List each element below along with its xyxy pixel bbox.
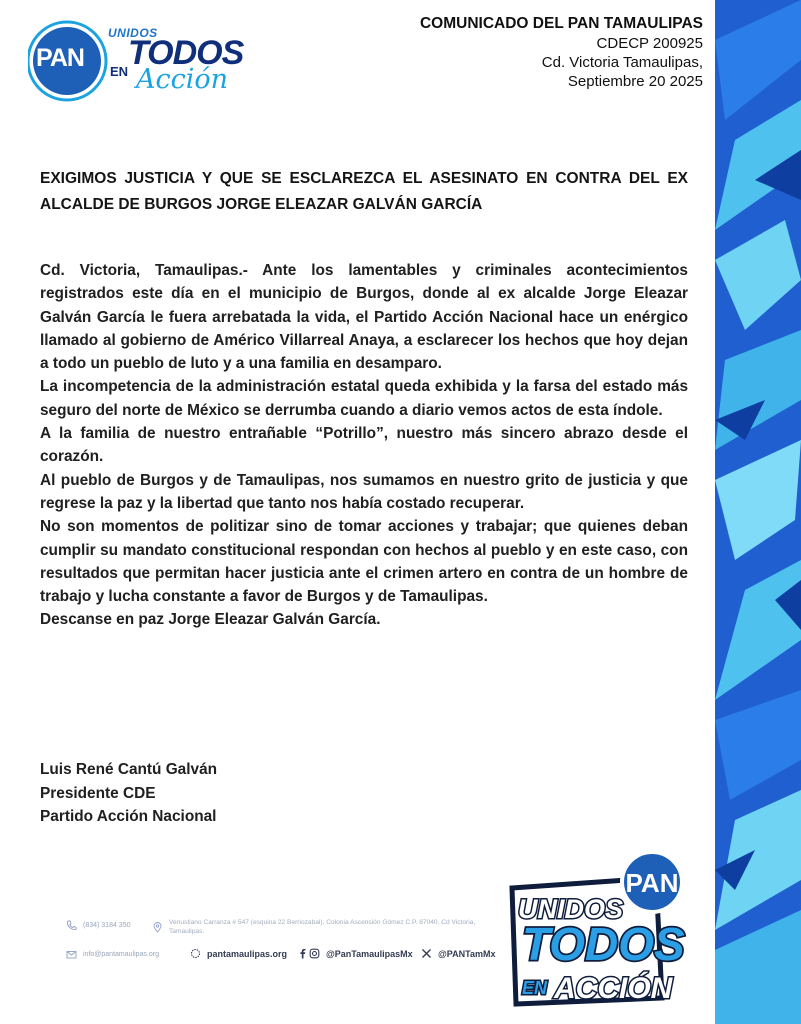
communique-title: COMUNICADO DEL PAN TAMAULIPAS <box>419 15 703 32</box>
logo-pan-text: PAN <box>36 44 84 72</box>
instagram-icon <box>309 948 320 959</box>
paragraph: No son momentos de politizar sino de tomar acciones y trabajar; que quienes deban cumplir su mandato constitucional respondan con hechos al pueblo y en este caso, con resultados que permitan hacer justicia ante el crimen artero en contra de un hombre de trabajo y lucha constante a favor de Burgos y de Tamaulipas. <box>40 518 688 606</box>
paragraph: Al pueblo de Burgos y de Tamaulipas, nos sumamos en nuestro grito de justicia y que regrese la paz y la libertad que tanto nos había costado recuperar. <box>40 471 688 512</box>
decorative-side-stripe <box>715 0 801 1024</box>
paragraph: La incompetencia de la administración estatal queda exhibida y la farsa del estado más seguro del norte de México se derrumba cuando a diario vemos actos de esta índole. <box>40 378 688 419</box>
footer-x[interactable]: @PANTamMx <box>421 948 495 959</box>
badge-todos-text: TODOS <box>522 918 685 970</box>
footer-email[interactable]: info@pantamaulipas.org <box>66 949 159 960</box>
phone-icon <box>66 920 77 931</box>
mail-icon <box>66 949 77 960</box>
footer-phone: (834) 3184 350 <box>66 920 130 931</box>
document-header <box>420 14 703 91</box>
footer-address: Venustiano Carranza # 547 (esquina 22 Berriozabal). Colonia Ascensión Gómez C.P. 87040. Cd Victoria, Tamaulipas. <box>152 918 499 936</box>
location-pin-icon <box>152 922 163 933</box>
logo-accion-text: Acción <box>136 64 229 95</box>
badge-en-text: EN <box>522 978 548 998</box>
communique-date: Septiembre 20 2025 <box>567 73 703 90</box>
communique-place: Cd. Victoria Tamaulipas, <box>541 54 703 71</box>
paragraph: A la familia de nuestro entrañable “Potrillo”, nuestro más sincero abrazo desde el corazón. <box>40 425 688 466</box>
logo-unidos-text: UNIDOS <box>108 26 158 40</box>
signer-name: Luis René Cantú Galván <box>40 761 218 778</box>
press-headline: EXIGIMOS JUSTICIA Y QUE SE ESCLAREZCA EL ASESINATO EN CONTRA DEL EX ALCALDE DE BURGOS JORGE ELEAZAR GALVÁN GARCÍA <box>40 170 688 213</box>
x-twitter-icon <box>421 948 432 959</box>
badge-accion-text: ACCIÓN <box>554 972 673 1005</box>
paragraph: Descanse en paz Jorge Eleazar Galván García. <box>40 611 381 629</box>
paragraph: Cd. Victoria, Tamaulipas.- Ante los lamentables y criminales acontecimientos registrados este día en el municipio de Burgos, donde al ex alcalde Jorge Eleazar Galván García le fuera arrebatada la vida, el Partido Acción Nacional hace un enérgico llamado al gobierno de Américo Villarreal Anaya, a esclarecer los hechos que hoy dejan a todo un pueblo de luto y a una familia en desamparo. <box>40 262 688 373</box>
signer-organization: Partido Acción Nacional <box>40 808 217 825</box>
facebook-icon <box>298 948 307 959</box>
signature-block <box>40 758 217 829</box>
pan-todos-en-accion-logo <box>28 20 243 104</box>
badge-unidos-text: UNIDOS <box>518 894 624 924</box>
footer-facebook-instagram[interactable]: @PanTamaulipasMx <box>298 948 413 959</box>
unidos-todos-en-accion-badge <box>506 848 718 1008</box>
signer-role: Presidente CDE <box>40 784 156 802</box>
logo-todos-text: TODOS <box>128 34 244 72</box>
badge-pan-text: PAN <box>625 868 679 898</box>
communique-code: CDECP 200925 <box>596 35 703 52</box>
logo-en-text: EN <box>110 64 129 79</box>
web-icon <box>190 948 201 959</box>
press-body <box>40 259 688 632</box>
footer-website[interactable]: pantamaulipas.org <box>190 948 287 959</box>
